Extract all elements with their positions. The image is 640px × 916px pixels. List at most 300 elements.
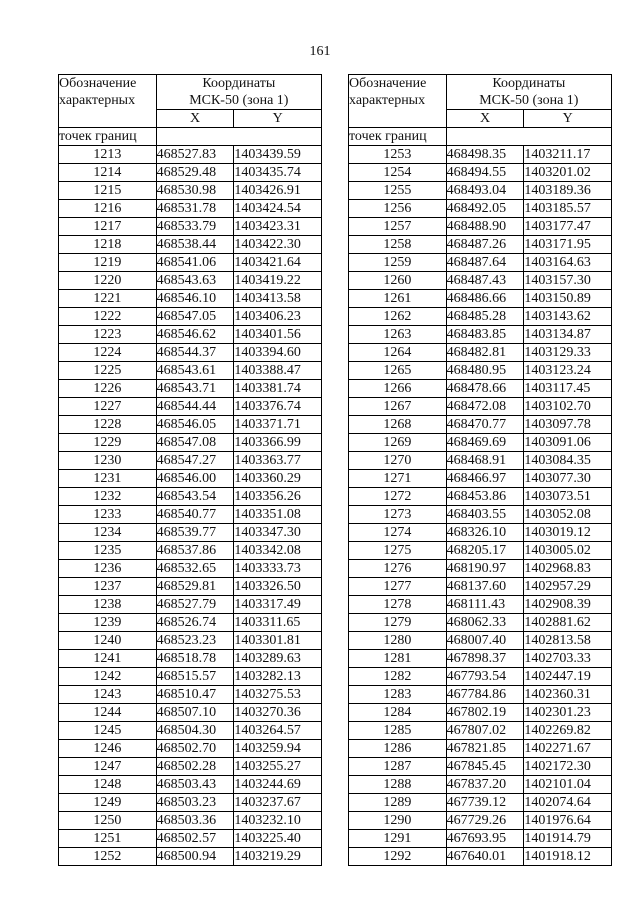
x-coordinate-cell: 468543.63 <box>156 272 234 290</box>
y-coordinate-cell: 1401918.12 <box>524 848 612 866</box>
point-number-cell: 1271 <box>349 470 447 488</box>
x-coordinate-cell: 468523.23 <box>156 632 234 650</box>
y-coordinate-cell: 1403097.78 <box>524 416 612 434</box>
x-coordinate-cell: 468518.78 <box>156 650 234 668</box>
table-row <box>349 254 612 272</box>
x-coordinate-cell: 468532.65 <box>156 560 234 578</box>
point-number-cell: 1268 <box>349 416 447 434</box>
y-coordinate-cell: 1403326.50 <box>234 578 322 596</box>
y-coordinate-cell: 1403123.24 <box>524 362 612 380</box>
x-coordinate-cell: 468482.81 <box>446 344 524 362</box>
table-row <box>59 416 322 434</box>
table-row <box>59 812 322 830</box>
y-coordinate-cell: 1403177.47 <box>524 218 612 236</box>
x-coordinate-cell: 467845.45 <box>446 758 524 776</box>
table-row <box>59 506 322 524</box>
table-row <box>59 254 322 272</box>
table-row <box>59 686 322 704</box>
point-number-cell: 1243 <box>59 686 157 704</box>
designation-header-line: Обозначение <box>349 76 427 91</box>
y-coordinate-cell: 1403185.57 <box>524 200 612 218</box>
table-row <box>349 398 612 416</box>
x-coordinate-cell: 468503.43 <box>156 776 234 794</box>
x-coordinate-cell: 467898.37 <box>446 650 524 668</box>
table-row <box>349 506 612 524</box>
y-coordinate-cell: 1403201.02 <box>524 164 612 182</box>
designation-header-line: точек границ <box>59 128 157 146</box>
table-row <box>59 650 322 668</box>
table-row <box>59 704 322 722</box>
x-coordinate-cell: 468515.57 <box>156 668 234 686</box>
table-row <box>349 758 612 776</box>
y-coordinate-cell: 1403311.65 <box>234 614 322 632</box>
x-coordinate-cell: 468507.10 <box>156 704 234 722</box>
y-coordinate-cell: 1403117.45 <box>524 380 612 398</box>
x-coordinate-cell: 468111.43 <box>446 596 524 614</box>
table-row <box>349 812 612 830</box>
y-coordinate-cell: 1403077.30 <box>524 470 612 488</box>
y-coordinate-cell: 1402074.64 <box>524 794 612 812</box>
point-number-cell: 1227 <box>59 398 157 416</box>
table-row <box>349 524 612 542</box>
coordinates-header <box>156 75 321 110</box>
x-coordinate-cell: 468488.90 <box>446 218 524 236</box>
point-number-cell: 1236 <box>59 560 157 578</box>
point-number-cell: 1230 <box>59 452 157 470</box>
point-number-cell: 1287 <box>349 758 447 776</box>
y-coordinate-cell: 1403232.10 <box>234 812 322 830</box>
point-number-cell: 1279 <box>349 614 447 632</box>
table-row <box>59 146 322 164</box>
y-coordinate-cell: 1403401.56 <box>234 326 322 344</box>
x-coordinate-cell: 468205.17 <box>446 542 524 560</box>
table-row <box>349 470 612 488</box>
y-coordinate-cell: 1403317.49 <box>234 596 322 614</box>
table-row <box>59 524 322 542</box>
table-row <box>59 452 322 470</box>
y-coordinate-cell: 1403406.23 <box>234 308 322 326</box>
table-row <box>349 578 612 596</box>
table-row <box>59 272 322 290</box>
point-number-cell: 1233 <box>59 506 157 524</box>
table-row <box>59 596 322 614</box>
table-row <box>349 290 612 308</box>
designation-header-line: характерных <box>59 93 136 108</box>
table-row <box>349 560 612 578</box>
table-row <box>349 272 612 290</box>
x-coordinate-cell: 468527.79 <box>156 596 234 614</box>
x-column-header: X <box>156 110 234 128</box>
point-number-cell: 1217 <box>59 218 157 236</box>
x-coordinate-cell: 468485.28 <box>446 308 524 326</box>
point-number-cell: 1290 <box>349 812 447 830</box>
table-row <box>59 434 322 452</box>
x-coordinate-cell: 468503.23 <box>156 794 234 812</box>
point-number-cell: 1232 <box>59 488 157 506</box>
point-number-cell: 1228 <box>59 416 157 434</box>
x-coordinate-cell: 468470.77 <box>446 416 524 434</box>
y-coordinate-cell: 1403381.74 <box>234 380 322 398</box>
table-row <box>349 434 612 452</box>
x-coordinate-cell: 468502.28 <box>156 758 234 776</box>
y-coordinate-cell: 1403084.35 <box>524 452 612 470</box>
x-coordinate-cell: 468529.81 <box>156 578 234 596</box>
table-row <box>349 668 612 686</box>
header-blank-cell <box>156 128 321 146</box>
table-row <box>349 686 612 704</box>
y-coordinate-cell: 1401976.64 <box>524 812 612 830</box>
right-table-body <box>349 146 612 866</box>
point-number-cell: 1235 <box>59 542 157 560</box>
x-coordinate-cell: 468487.26 <box>446 236 524 254</box>
table-row <box>349 650 612 668</box>
x-coordinate-cell: 467640.01 <box>446 848 524 866</box>
y-coordinate-cell: 1403333.73 <box>234 560 322 578</box>
table-row <box>59 776 322 794</box>
x-coordinate-cell: 468494.55 <box>446 164 524 182</box>
table-row <box>349 632 612 650</box>
designation-header <box>349 75 447 128</box>
y-coordinate-cell: 1403150.89 <box>524 290 612 308</box>
y-coordinate-cell: 1403052.08 <box>524 506 612 524</box>
point-number-cell: 1280 <box>349 632 447 650</box>
table-row <box>59 758 322 776</box>
point-number-cell: 1272 <box>349 488 447 506</box>
point-number-cell: 1262 <box>349 308 447 326</box>
y-coordinate-cell: 1403275.53 <box>234 686 322 704</box>
point-number-cell: 1253 <box>349 146 447 164</box>
table-row <box>59 308 322 326</box>
y-coordinate-cell: 1403189.36 <box>524 182 612 200</box>
x-coordinate-cell: 468533.79 <box>156 218 234 236</box>
y-coordinate-cell: 1403259.94 <box>234 740 322 758</box>
y-coordinate-cell: 1403270.36 <box>234 704 322 722</box>
table-row <box>349 488 612 506</box>
point-number-cell: 1245 <box>59 722 157 740</box>
table-row <box>59 848 322 866</box>
x-column-header: X <box>446 110 524 128</box>
table-row <box>349 614 612 632</box>
x-coordinate-cell: 468486.66 <box>446 290 524 308</box>
point-number-cell: 1242 <box>59 668 157 686</box>
y-coordinate-cell: 1403342.08 <box>234 542 322 560</box>
y-coordinate-cell: 1403211.17 <box>524 146 612 164</box>
table-row <box>59 398 322 416</box>
x-coordinate-cell: 468546.05 <box>156 416 234 434</box>
point-number-cell: 1214 <box>59 164 157 182</box>
y-column-header: Y <box>234 110 322 128</box>
x-coordinate-cell: 468137.60 <box>446 578 524 596</box>
x-coordinate-cell: 468546.62 <box>156 326 234 344</box>
y-coordinate-cell: 1402908.39 <box>524 596 612 614</box>
y-coordinate-cell: 1402703.33 <box>524 650 612 668</box>
point-number-cell: 1275 <box>349 542 447 560</box>
point-number-cell: 1260 <box>349 272 447 290</box>
x-coordinate-cell: 468472.08 <box>446 398 524 416</box>
table-row <box>349 722 612 740</box>
header-blank-cell <box>446 128 611 146</box>
point-number-cell: 1277 <box>349 578 447 596</box>
x-coordinate-cell: 468500.94 <box>156 848 234 866</box>
x-coordinate-cell: 468487.64 <box>446 254 524 272</box>
point-number-cell: 1264 <box>349 344 447 362</box>
y-coordinate-cell: 1403102.70 <box>524 398 612 416</box>
x-coordinate-cell: 468510.47 <box>156 686 234 704</box>
table-row <box>59 560 322 578</box>
point-number-cell: 1239 <box>59 614 157 632</box>
point-number-cell: 1244 <box>59 704 157 722</box>
page-number: 161 <box>309 44 331 59</box>
point-number-cell: 1269 <box>349 434 447 452</box>
x-coordinate-cell: 468540.77 <box>156 506 234 524</box>
table-row <box>59 830 322 848</box>
y-coordinate-cell: 1403366.99 <box>234 434 322 452</box>
x-coordinate-cell: 468547.08 <box>156 434 234 452</box>
table-row <box>59 218 322 236</box>
y-coordinate-cell: 1402269.82 <box>524 722 612 740</box>
x-coordinate-cell: 468190.97 <box>446 560 524 578</box>
table-row <box>59 542 322 560</box>
y-coordinate-cell: 1403371.71 <box>234 416 322 434</box>
table-row <box>59 794 322 812</box>
y-coordinate-cell: 1402447.19 <box>524 668 612 686</box>
point-number-cell: 1216 <box>59 200 157 218</box>
point-number-cell: 1238 <box>59 596 157 614</box>
y-coordinate-cell: 1403435.74 <box>234 164 322 182</box>
x-coordinate-cell: 468502.70 <box>156 740 234 758</box>
x-coordinate-cell: 468504.30 <box>156 722 234 740</box>
y-coordinate-cell: 1402957.29 <box>524 578 612 596</box>
table-row <box>59 200 322 218</box>
designation-header-line: характерных <box>349 93 426 108</box>
y-coordinate-cell: 1403129.33 <box>524 344 612 362</box>
table-row <box>59 614 322 632</box>
y-coordinate-cell: 1403423.31 <box>234 218 322 236</box>
y-coordinate-cell: 1402301.23 <box>524 704 612 722</box>
x-coordinate-cell: 468492.05 <box>446 200 524 218</box>
x-coordinate-cell: 467739.12 <box>446 794 524 812</box>
y-coordinate-cell: 1403264.57 <box>234 722 322 740</box>
point-number-cell: 1292 <box>349 848 447 866</box>
y-coordinate-cell: 1403424.54 <box>234 200 322 218</box>
point-number-cell: 1283 <box>349 686 447 704</box>
table-row <box>59 290 322 308</box>
y-coordinate-cell: 1402172.30 <box>524 758 612 776</box>
y-coordinate-cell: 1403301.81 <box>234 632 322 650</box>
x-coordinate-cell: 468531.78 <box>156 200 234 218</box>
table-row <box>349 308 612 326</box>
point-number-cell: 1276 <box>349 560 447 578</box>
x-coordinate-cell: 468529.48 <box>156 164 234 182</box>
point-number-cell: 1261 <box>349 290 447 308</box>
y-coordinate-cell: 1403005.02 <box>524 542 612 560</box>
point-number-cell: 1255 <box>349 182 447 200</box>
point-number-cell: 1282 <box>349 668 447 686</box>
table-row <box>59 182 322 200</box>
x-coordinate-cell: 467821.85 <box>446 740 524 758</box>
y-coordinate-cell: 1403421.64 <box>234 254 322 272</box>
x-coordinate-cell: 468544.37 <box>156 344 234 362</box>
point-number-cell: 1246 <box>59 740 157 758</box>
point-number-cell: 1237 <box>59 578 157 596</box>
point-number-cell: 1234 <box>59 524 157 542</box>
table-row <box>349 542 612 560</box>
point-number-cell: 1286 <box>349 740 447 758</box>
x-coordinate-cell: 468537.86 <box>156 542 234 560</box>
table-row <box>59 578 322 596</box>
table-row <box>349 794 612 812</box>
x-coordinate-cell: 468487.43 <box>446 272 524 290</box>
point-number-cell: 1278 <box>349 596 447 614</box>
y-coordinate-cell: 1403073.51 <box>524 488 612 506</box>
point-number-cell: 1259 <box>349 254 447 272</box>
x-coordinate-cell: 468547.05 <box>156 308 234 326</box>
designation-header-line: точек границ <box>349 128 447 146</box>
point-number-cell: 1215 <box>59 182 157 200</box>
point-number-cell: 1219 <box>59 254 157 272</box>
point-number-cell: 1222 <box>59 308 157 326</box>
point-number-cell: 1220 <box>59 272 157 290</box>
table-row <box>59 380 322 398</box>
x-coordinate-cell: 468498.35 <box>446 146 524 164</box>
y-coordinate-cell: 1403356.26 <box>234 488 322 506</box>
point-number-cell: 1291 <box>349 830 447 848</box>
x-coordinate-cell: 467802.19 <box>446 704 524 722</box>
y-column-header: Y <box>524 110 612 128</box>
x-coordinate-cell: 467729.26 <box>446 812 524 830</box>
point-number-cell: 1274 <box>349 524 447 542</box>
table-row <box>349 452 612 470</box>
y-coordinate-cell: 1403171.95 <box>524 236 612 254</box>
point-number-cell: 1225 <box>59 362 157 380</box>
x-coordinate-cell: 468469.69 <box>446 434 524 452</box>
x-coordinate-cell: 468547.27 <box>156 452 234 470</box>
x-coordinate-cell: 468544.44 <box>156 398 234 416</box>
x-coordinate-cell: 468530.98 <box>156 182 234 200</box>
point-number-cell: 1288 <box>349 776 447 794</box>
table-row <box>349 830 612 848</box>
point-number-cell: 1226 <box>59 380 157 398</box>
point-number-cell: 1252 <box>59 848 157 866</box>
table-row <box>349 182 612 200</box>
y-coordinate-cell: 1403413.58 <box>234 290 322 308</box>
table-row <box>59 740 322 758</box>
table-row <box>349 380 612 398</box>
x-coordinate-cell: 468468.91 <box>446 452 524 470</box>
x-coordinate-cell: 468538.44 <box>156 236 234 254</box>
table-row <box>59 488 322 506</box>
designation-header-line: Обозначение <box>59 76 137 91</box>
y-coordinate-cell: 1403347.30 <box>234 524 322 542</box>
y-coordinate-cell: 1402881.62 <box>524 614 612 632</box>
y-coordinate-cell: 1403422.30 <box>234 236 322 254</box>
point-number-cell: 1229 <box>59 434 157 452</box>
y-coordinate-cell: 1403351.08 <box>234 506 322 524</box>
table-row <box>349 164 612 182</box>
y-coordinate-cell: 1403426.91 <box>234 182 322 200</box>
y-coordinate-cell: 1402271.67 <box>524 740 612 758</box>
y-coordinate-cell: 1403244.69 <box>234 776 322 794</box>
y-coordinate-cell: 1403439.59 <box>234 146 322 164</box>
x-coordinate-cell: 467837.20 <box>446 776 524 794</box>
table-row <box>349 596 612 614</box>
x-coordinate-cell: 468546.10 <box>156 290 234 308</box>
y-coordinate-cell: 1403219.29 <box>234 848 322 866</box>
y-coordinate-cell: 1402968.83 <box>524 560 612 578</box>
y-coordinate-cell: 1402813.58 <box>524 632 612 650</box>
table-row <box>349 344 612 362</box>
x-coordinate-cell: 467793.54 <box>446 668 524 686</box>
point-number-cell: 1251 <box>59 830 157 848</box>
table-row <box>59 326 322 344</box>
table-row <box>349 848 612 866</box>
x-coordinate-cell: 467807.02 <box>446 722 524 740</box>
table-row <box>349 776 612 794</box>
point-number-cell: 1257 <box>349 218 447 236</box>
table-row <box>349 326 612 344</box>
x-coordinate-cell: 468062.33 <box>446 614 524 632</box>
x-coordinate-cell: 467784.86 <box>446 686 524 704</box>
y-coordinate-cell: 1403419.22 <box>234 272 322 290</box>
table-row <box>59 722 322 740</box>
table-row <box>349 218 612 236</box>
table-row <box>59 362 322 380</box>
y-coordinate-cell: 1403019.12 <box>524 524 612 542</box>
y-coordinate-cell: 1403376.74 <box>234 398 322 416</box>
coordinates-header-line: Координаты <box>492 76 566 91</box>
point-number-cell: 1285 <box>349 722 447 740</box>
point-number-cell: 1231 <box>59 470 157 488</box>
table-row <box>349 704 612 722</box>
point-number-cell: 1289 <box>349 794 447 812</box>
point-number-cell: 1249 <box>59 794 157 812</box>
point-number-cell: 1221 <box>59 290 157 308</box>
x-coordinate-cell: 468541.06 <box>156 254 234 272</box>
y-coordinate-cell: 1401914.79 <box>524 830 612 848</box>
x-coordinate-cell: 467693.95 <box>446 830 524 848</box>
point-number-cell: 1284 <box>349 704 447 722</box>
x-coordinate-cell: 468527.83 <box>156 146 234 164</box>
point-number-cell: 1224 <box>59 344 157 362</box>
x-coordinate-cell: 468502.57 <box>156 830 234 848</box>
table-row <box>59 344 322 362</box>
x-coordinate-cell: 468543.71 <box>156 380 234 398</box>
coordinates-header-line: МСК-50 (зона 1) <box>479 93 579 108</box>
point-number-cell: 1263 <box>349 326 447 344</box>
table-row <box>59 668 322 686</box>
table-row <box>349 416 612 434</box>
point-number-cell: 1258 <box>349 236 447 254</box>
x-coordinate-cell: 468539.77 <box>156 524 234 542</box>
x-coordinate-cell: 468480.95 <box>446 362 524 380</box>
x-coordinate-cell: 468543.61 <box>156 362 234 380</box>
point-number-cell: 1281 <box>349 650 447 668</box>
point-number-cell: 1273 <box>349 506 447 524</box>
coordinates-table-right <box>348 74 612 866</box>
point-number-cell: 1267 <box>349 398 447 416</box>
table-row <box>349 740 612 758</box>
x-coordinate-cell: 468543.54 <box>156 488 234 506</box>
y-coordinate-cell: 1403255.27 <box>234 758 322 776</box>
y-coordinate-cell: 1403282.13 <box>234 668 322 686</box>
point-number-cell: 1241 <box>59 650 157 668</box>
table-row <box>349 362 612 380</box>
point-number-cell: 1256 <box>349 200 447 218</box>
designation-header <box>59 75 157 128</box>
y-coordinate-cell: 1403164.63 <box>524 254 612 272</box>
y-coordinate-cell: 1403134.87 <box>524 326 612 344</box>
coordinates-header-line: МСК-50 (зона 1) <box>189 93 289 108</box>
